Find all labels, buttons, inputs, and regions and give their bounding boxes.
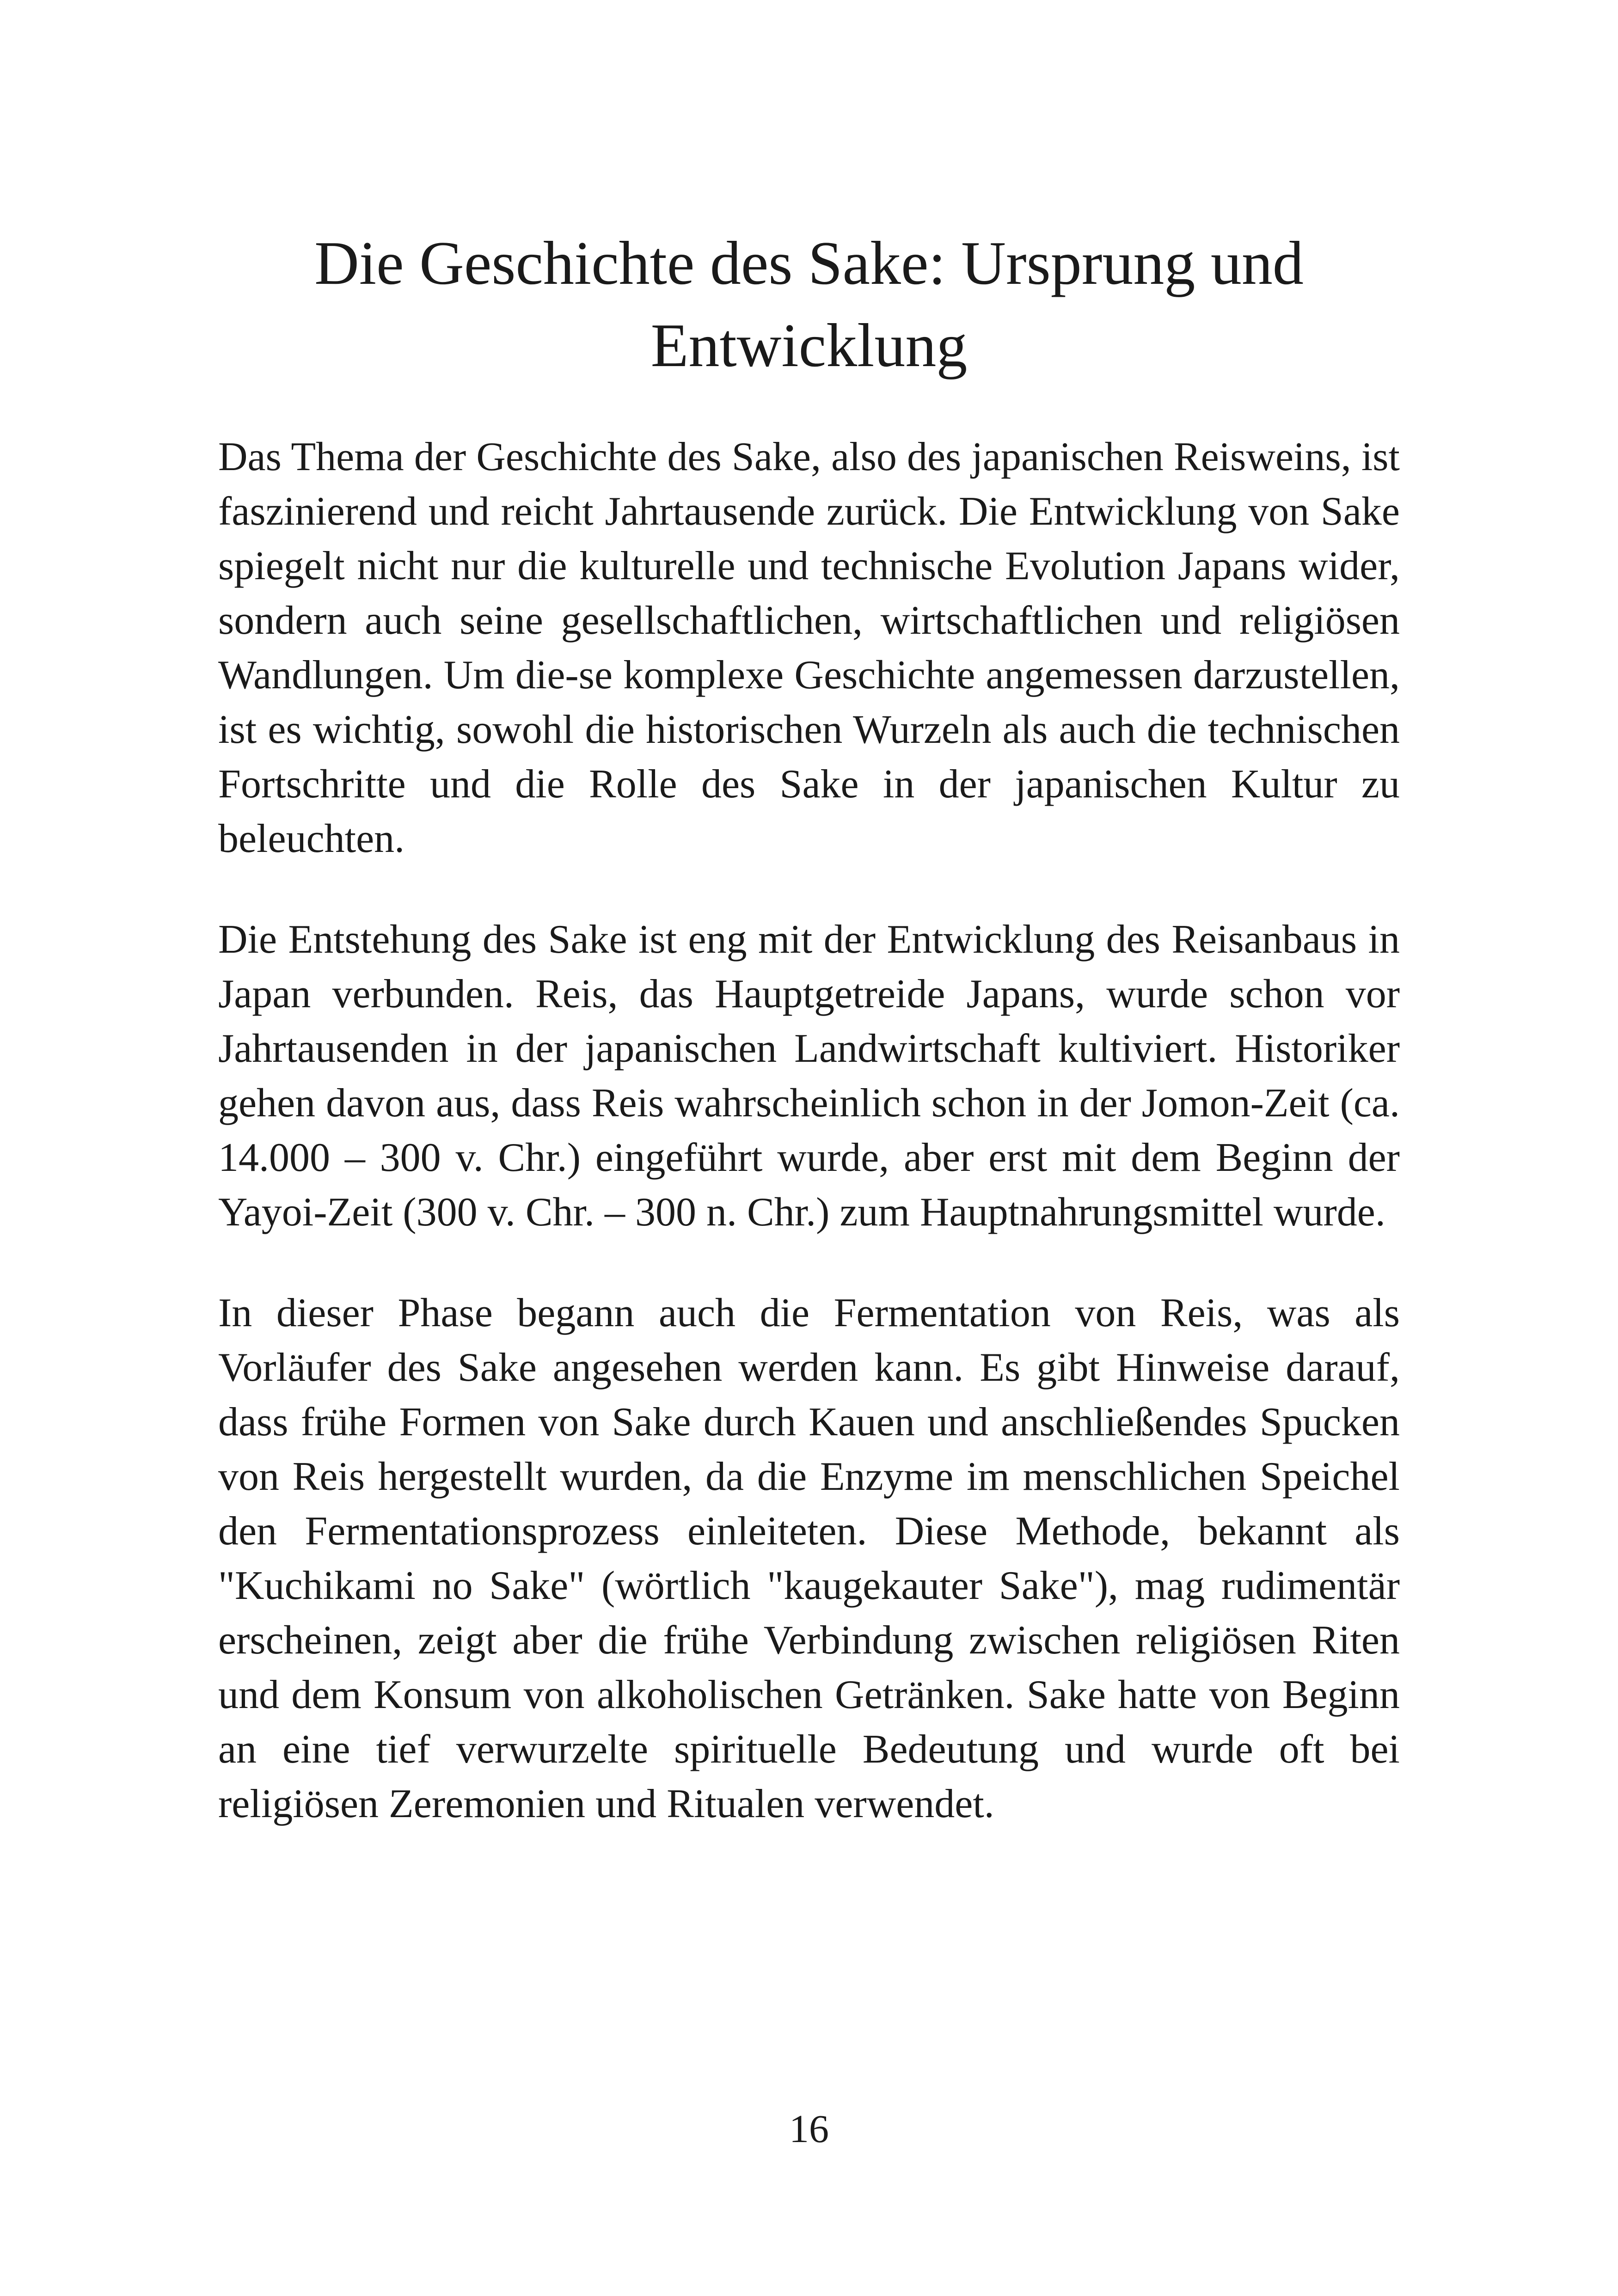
paragraph-origins: Die Entstehung des Sake ist eng mit der Entwicklung des Reisanbaus in Japan verbunden. Reis, das Hauptgetreide Japans, wurde schon vor Jahrtausenden in der japanischen Landwirtschaft kultiviert. Historiker gehen davon aus, dass Reis wahrscheinlich schon in der Jomon-Zeit (ca. 14.000 – 300 v. Chr.) eingeführt wurde, aber erst mit dem Beginn der Yayoi-Zeit (300 v. Chr. – 300 n. Chr.) zum Hauptnahrungsmittel wurde. bbox=[218, 917, 1400, 1235]
paragraph-intro: Das Thema der Geschichte des Sake, also des japanischen Reisweins, ist faszinierend und reicht Jahrtausende zurück. Die Entwicklung von Sake spiegelt nicht nur die kulturelle und technische Evolution Japans wider, sondern auch seine gesellschaftlichen, wirtschaftlichen und religiösen Wandlungen. Um die-se komplexe Geschichte angemessen darzustellen, ist es wichtig, sowohl die historischen Wurzeln als auch die technischen Fortschritte und die Rolle des Sake in der japanischen Kultur zu beleuchten. bbox=[218, 435, 1400, 861]
page-number: 16 bbox=[789, 2106, 829, 2151]
chapter-title: Die Geschichte des Sake: Ursprung und Entwicklung bbox=[314, 229, 1304, 380]
paragraph-fermentation: In dieser Phase begann auch die Fermentation von Reis, was als Vorläufer des Sake angesehen werden kann. Es gibt Hinweise darauf, dass frühe Formen von Sake durch Kauen und anschließendes Spucken von Reis hergestellt wurden, da die Enzyme im menschlichen Speichel den Fermentationsprozess einleiteten. Diese Methode, bekannt als "Kuchikami no Sake" (wörtlich "kaugekauter Sake"), mag rudimentär erscheinen, zeigt aber die frühe Verbindung zwischen religiösen Riten und dem Konsum von alkoholischen Getränken. Sake hatte von Beginn an eine tief verwurzelte spirituelle Bedeutung und wurde oft bei religiösen Zeremonien und Ritualen verwendet. bbox=[218, 1291, 1400, 1826]
chapter-body bbox=[218, 430, 1400, 1878]
